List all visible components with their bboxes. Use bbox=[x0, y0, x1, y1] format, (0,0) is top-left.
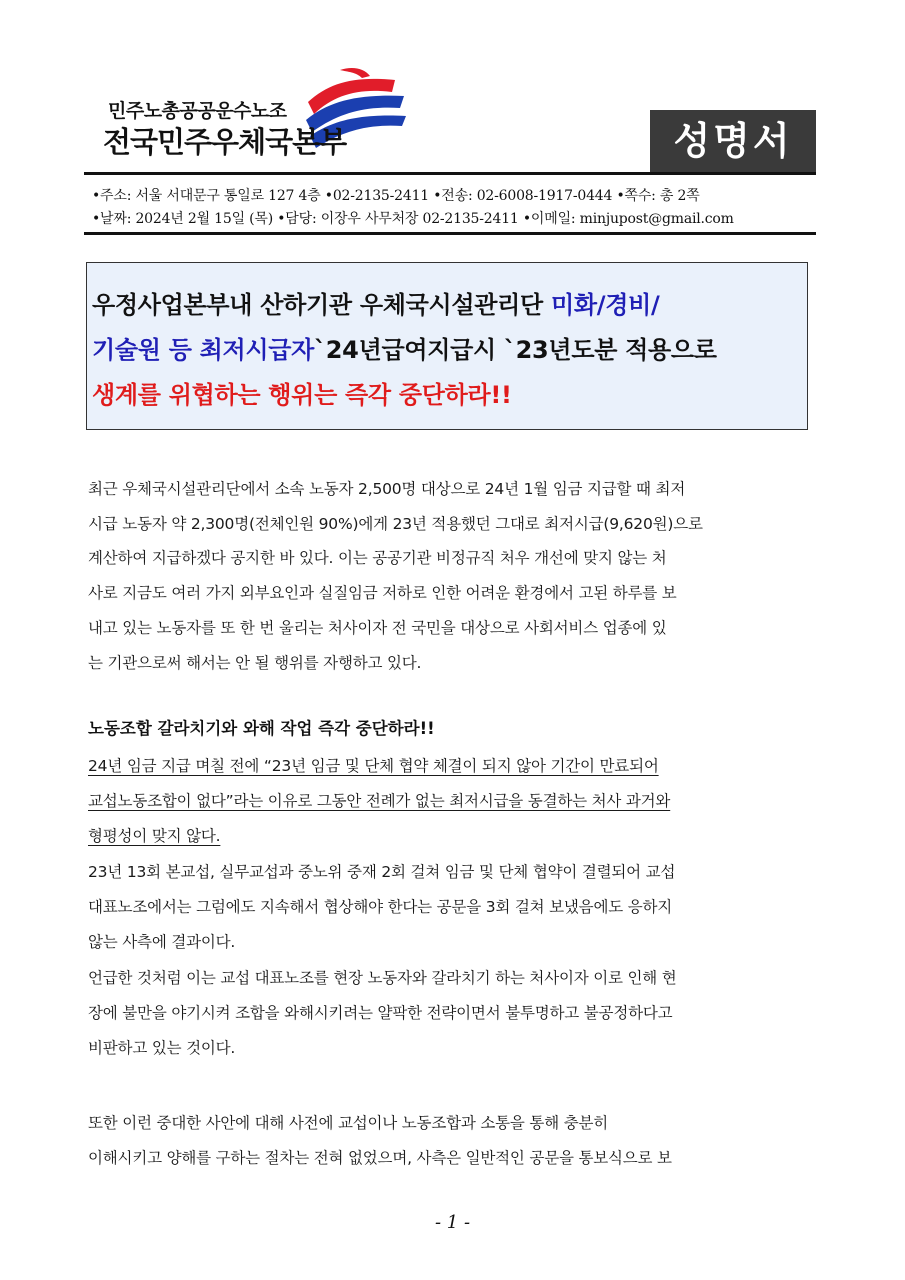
paragraph-line: 사로 지금도 여러 가지 외부요인과 실질임금 저하로 인한 어려운 환경에서 고된 하루를 보 bbox=[88, 584, 677, 602]
underlined-line: 24년 임금 지급 며칠 전에 “23년 임금 및 단체 협약 체결이 되지 않아 기간이 만료되어 bbox=[88, 757, 659, 775]
paragraph-line: 언급한 것처럼 이는 교섭 대표노조를 현장 노동자와 갈라치기 하는 처사이자 이로 인해 현 bbox=[88, 969, 677, 987]
headline-line-3 bbox=[92, 375, 512, 410]
paragraph-line: 이해시키고 양해를 구하는 절차는 전혀 없었으며, 사측은 일반적인 공문을 통보식으로 보 bbox=[88, 1149, 672, 1167]
paragraph-line: 23년 13회 본교섭, 실무교섭과 중노위 중재 2회 걸쳐 임금 및 단체 협약이 결렬되어 교섭 bbox=[88, 863, 676, 881]
headline-highlight: 미화/경비/ bbox=[550, 291, 660, 319]
header-divider-top bbox=[84, 172, 816, 175]
contact-info-line: •주소: 서울 서대문구 통일로 127 4층 •02-2135-2411 •전송: 02-6008-1917-0444 •쪽수: 총 2쪽 bbox=[92, 188, 700, 204]
document-type-badge: 성명서 bbox=[650, 110, 816, 172]
headline-alert: 생계를 위협하는 행위는 즉각 중단하라!! bbox=[92, 381, 512, 409]
section-heading: 노동조합 갈라치기와 와해 작업 즉각 중단하라!! bbox=[88, 719, 435, 738]
headline-text: `24년급여지급시 `23년도분 적용으로 bbox=[314, 336, 717, 364]
headline-line-1 bbox=[92, 285, 659, 320]
org-name-small: 민주노총공공운수노조 bbox=[108, 100, 287, 122]
paragraph-line: 장에 불만을 야기시켜 조합을 와해시키려는 얄팍한 전략이면서 불투명하고 불공정하다고 bbox=[88, 1004, 673, 1022]
underlined-line: 교섭노동조합이 없다”라는 이유로 그동안 전례가 없는 최저시급을 동결하는 처사 과거와 bbox=[88, 792, 671, 810]
paragraph-line: 시급 노동자 약 2,300명(전체인원 90%)에게 23년 적용했던 그대로 최저시급(9,620원)으로 bbox=[88, 515, 703, 533]
paragraph-line: 대표노조에서는 그럼에도 지속해서 협상해야 한다는 공문을 3회 걸쳐 보냈음에도 응하지 bbox=[88, 898, 673, 916]
page-number: - 1 - bbox=[434, 1212, 471, 1233]
date-contact-line: •날짜: 2024년 2월 15일 (목) •담당: 이장우 사무처장 02-2135-2411 •이메일: minjupost@gmail.com bbox=[92, 211, 734, 227]
headline-line-2 bbox=[92, 330, 717, 365]
paragraph-line: 는 기관으로써 해서는 안 될 행위를 자행하고 있다. bbox=[88, 654, 422, 672]
headline-text: 우정사업본부내 산하기관 우체국시설관리단 bbox=[92, 291, 551, 319]
paragraph-line: 않는 사측에 결과이다. bbox=[88, 933, 236, 951]
paragraph-line: 또한 이런 중대한 사안에 대해 사전에 교섭이나 노동조합과 소통을 통해 충분히 bbox=[88, 1114, 609, 1132]
header-divider-bottom bbox=[84, 232, 816, 235]
paragraph-line: 비판하고 있는 것이다. bbox=[88, 1039, 236, 1057]
paragraph-line: 계산하여 지급하겠다 공지한 바 있다. 이는 공공기관 비정규직 처우 개선에 맞지 않는 처 bbox=[88, 549, 667, 567]
headline-highlight: 기술원 등 최저시급자 bbox=[92, 336, 315, 364]
underlined-line: 형평성이 맞지 않다. bbox=[88, 827, 221, 845]
org-name-title: 전국민주우체국본부 bbox=[103, 125, 347, 159]
paragraph-line: 내고 있는 노동자를 또 한 번 울리는 처사이자 전 국민을 대상으로 사회서비스 업종에 있 bbox=[88, 619, 667, 637]
paragraph-line: 최근 우체국시설관리단에서 소속 노동자 2,500명 대상으로 24년 1월 임금 지급할 때 최저 bbox=[88, 480, 686, 498]
